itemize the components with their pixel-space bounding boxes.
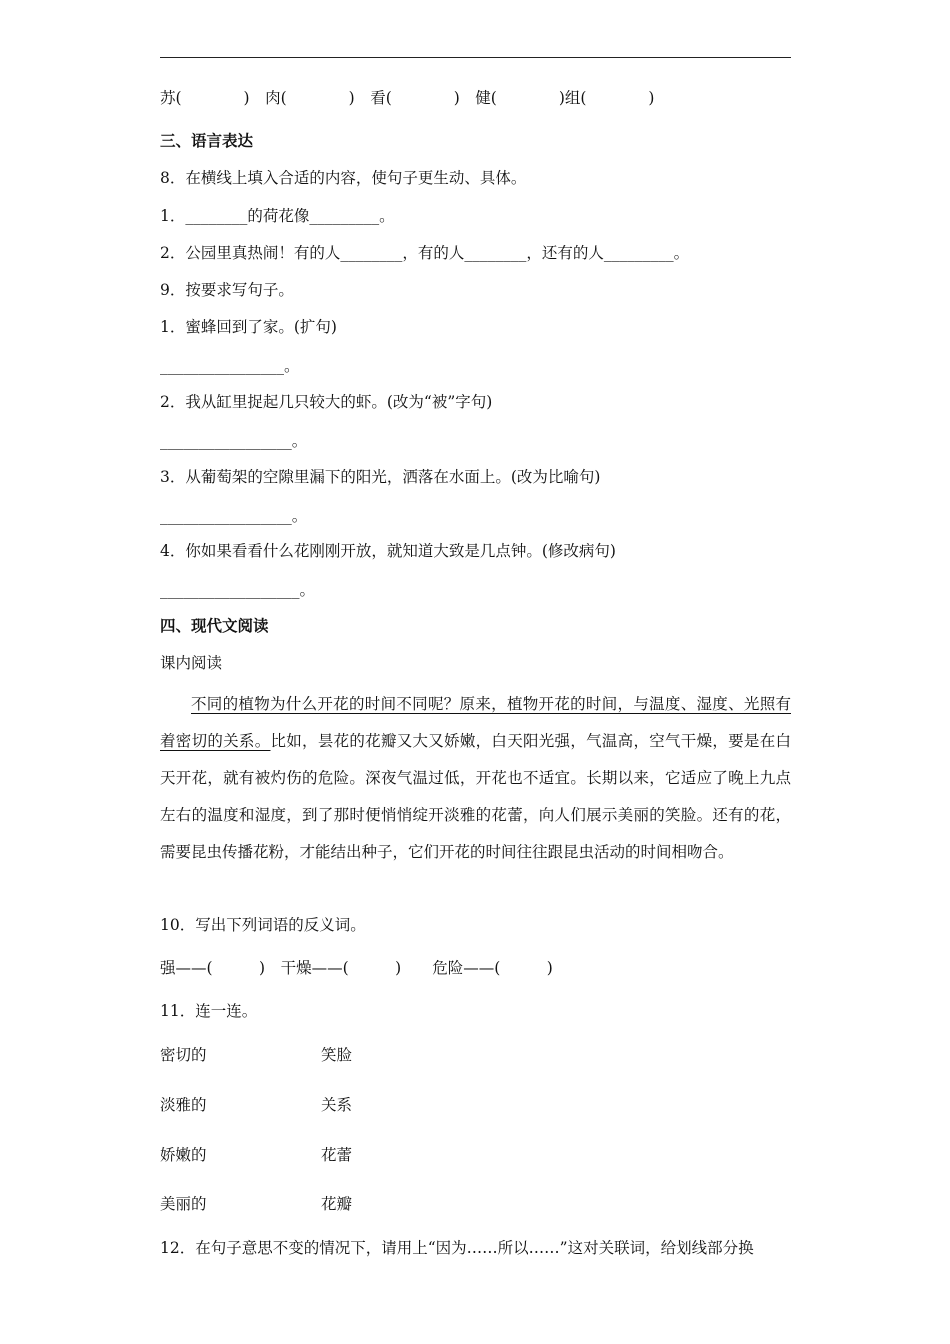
reading-subheading: 课内阅读 — [160, 654, 223, 672]
match-left-1: 密切的 — [160, 1046, 207, 1064]
reading-passage — [160, 686, 791, 871]
top-divider — [160, 57, 791, 58]
question-9-item-4: 4．你如果看看什么花刚刚开放，就知道大致是几点钟。(修改病句) — [160, 542, 616, 560]
match-left-2: 淡雅的 — [160, 1096, 207, 1114]
word-group-row: 苏( ) 肉( ) 看( ) 健( )组( ) — [160, 89, 655, 107]
section-heading-reading: 四、现代文阅读 — [160, 617, 269, 635]
question-8-item-2: 2．公园里真热闹！有的人________，有的人________，还有的人_________。 — [160, 244, 690, 262]
answer-line-9-4: __________________。 — [160, 581, 316, 599]
question-10-prompt: 10．写出下列词语的反义词。 — [160, 916, 366, 934]
answer-line-9-3: _________________。 — [160, 507, 308, 525]
antonym-row: 强——( ) 干燥——( ) 危险——( ) — [160, 959, 553, 977]
match-right-1: 笑脸 — [321, 1046, 353, 1064]
question-11-prompt: 11．连一连。 — [160, 1002, 258, 1020]
passage-body: 比如，昙花的花瓣又大又娇嫩，白天阳光强，气温高，空气干燥，要是在白天开花，就有被灼伤的危险。深夜气温过低，开花也不适宜。长期以来，它适应了晚上九点左右的温度和湿度，到了那时便悄悄绽开淡雅的花蕾，向人们展示美丽的笑脸。还有的花，需要昆虫传播花粉，才能结出种子，它们开花的时间往往跟昆虫活动的时间相吻合。 — [160, 732, 791, 861]
answer-line-9-2: _________________。 — [160, 432, 308, 450]
underlined-sentence: 不同的植物为什么开花的时间不同呢？原来，植物开花的时间，与温度、湿度、光照有着密切的关系。 — [160, 695, 791, 750]
match-right-3: 花蕾 — [321, 1146, 353, 1164]
question-8-prompt: 8．在横线上填入合适的内容，使句子更生动、具体。 — [160, 169, 527, 187]
question-9-item-3: 3．从葡萄架的空隙里漏下的阳光，洒落在水面上。(改为比喻句) — [160, 468, 601, 486]
match-right-4: 花瓣 — [321, 1195, 353, 1213]
question-9-prompt: 9．按要求写句子。 — [160, 281, 294, 299]
question-8-item-1: 1．________的荷花像_________。 — [160, 207, 395, 225]
match-left-3: 娇嫩的 — [160, 1146, 207, 1164]
question-9-item-2: 2．我从缸里捉起几只较大的虾。(改为“被”字句) — [160, 393, 493, 411]
answer-line-9-1: ________________。 — [160, 357, 300, 375]
match-left-4: 美丽的 — [160, 1195, 207, 1213]
section-heading-language: 三、语言表达 — [160, 132, 254, 150]
question-9-item-1: 1．蜜蜂回到了家。(扩句) — [160, 318, 337, 336]
question-12-prompt: 12．在句子意思不变的情况下，请用上“因为……所以……”这对关联词，给划线部分换 — [160, 1239, 754, 1257]
match-right-2: 关系 — [321, 1096, 353, 1114]
